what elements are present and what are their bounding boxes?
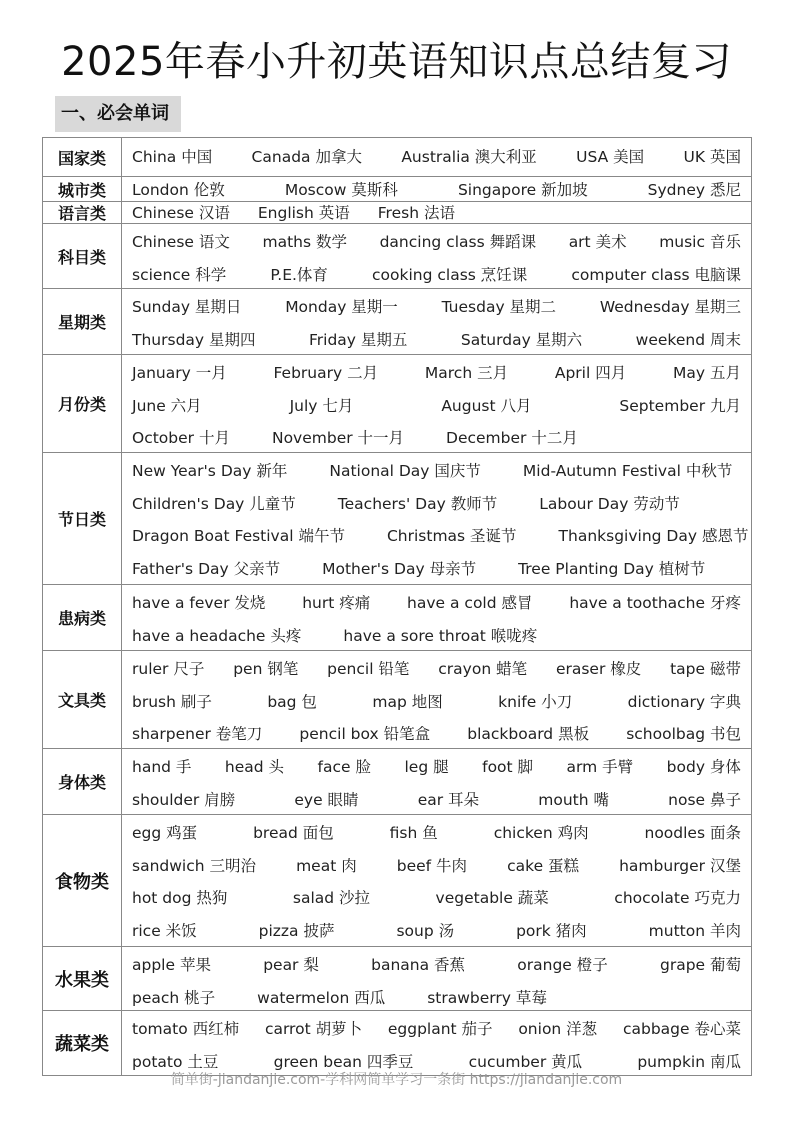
vocab-item: Fresh 法语 <box>377 204 455 222</box>
vocab-line <box>132 324 751 355</box>
vocab-line <box>132 390 751 423</box>
vocab-line <box>132 982 751 1011</box>
vocab-line <box>132 915 751 947</box>
vocabulary-table <box>42 137 752 1076</box>
category-label: 城市类 <box>43 177 122 201</box>
vocab-line <box>132 357 751 390</box>
vocab-item: Teachers' Day 教师节 <box>337 494 498 513</box>
vocab-item: December 十二月 <box>446 429 578 447</box>
vocab-item: computer class 电脑课 <box>571 265 741 284</box>
vocab-line <box>132 686 751 719</box>
vocab-item: face 脸 <box>317 758 371 776</box>
vocab-item: music 音乐 <box>659 233 741 251</box>
vocab-item: Christmas 圣诞节 <box>386 527 517 545</box>
vocab-item: science 科学 <box>132 265 227 284</box>
vocab-line <box>132 817 751 850</box>
vocab-item: Labour Day 劳动节 <box>539 494 680 513</box>
vocab-cell <box>122 1011 751 1075</box>
vocab-item: Moscow 莫斯科 <box>284 181 398 199</box>
vocab-item: English 英语 <box>257 204 350 222</box>
vocab-item: January 一月 <box>132 364 227 382</box>
vocab-line <box>132 718 751 748</box>
vocab-item: National Day 国庆节 <box>329 462 481 480</box>
vocab-item: London 伦敦 <box>132 181 225 199</box>
vocab-cell <box>122 749 751 814</box>
vocab-item: tomato 西红柿 <box>132 1020 240 1038</box>
vocab-item: cake 蛋糕 <box>507 856 580 875</box>
vocab-item: USA 美国 <box>576 148 645 166</box>
vocab-item: knife 小刀 <box>498 692 573 711</box>
vocab-item: pen 钢笔 <box>233 660 299 678</box>
vocab-line <box>132 455 751 488</box>
vocab-item: Mid-Autumn Festival 中秋节 <box>522 462 733 480</box>
vocab-item: China 中国 <box>132 148 213 166</box>
vocab-item: Tree Planting Day 植树节 <box>518 559 706 578</box>
vocab-item: chicken 鸡肉 <box>493 824 589 842</box>
vocab-item: have a headache 头疼 <box>132 626 302 645</box>
vocab-item: foot 脚 <box>482 758 534 776</box>
vocab-item: August 八月 <box>441 396 532 415</box>
vocab-cell <box>122 651 751 748</box>
vocab-item: carrot 胡萝卜 <box>264 1020 363 1038</box>
vocab-item: orange 橙子 <box>517 956 608 974</box>
vocab-line <box>132 882 751 915</box>
vocab-item: February 二月 <box>273 364 379 382</box>
table-row <box>43 748 751 814</box>
vocab-item: Tuesday 星期二 <box>441 298 557 316</box>
category-label: 星期类 <box>43 289 122 354</box>
vocab-item: have a cold 感冒 <box>407 594 533 612</box>
table-row <box>43 354 751 452</box>
vocab-item: May 五月 <box>673 364 741 382</box>
vocab-item: leg 腿 <box>404 758 449 776</box>
vocab-line <box>132 140 751 175</box>
vocab-item: October 十月 <box>132 429 230 447</box>
category-label: 语言类 <box>43 202 122 223</box>
vocab-item: Saturday 星期六 <box>460 330 583 349</box>
vocab-item: dictionary 字典 <box>627 692 741 711</box>
vocab-item: Sydney 悉尼 <box>647 181 741 199</box>
vocab-item: June 六月 <box>132 396 202 415</box>
category-label: 患病类 <box>43 585 122 650</box>
vocab-line <box>132 949 751 982</box>
vocab-item: nose 鼻子 <box>668 790 741 809</box>
vocab-item: Dragon Boat Festival 端午节 <box>132 527 345 545</box>
vocab-line <box>132 179 751 201</box>
vocab-item: New Year's Day 新年 <box>132 462 288 480</box>
vocab-line <box>132 226 751 259</box>
vocab-item: brush 刷子 <box>132 692 212 711</box>
vocab-item: dancing class 舞蹈课 <box>379 233 537 251</box>
vocab-item: body 身体 <box>666 758 741 776</box>
vocab-item: egg 鸡蛋 <box>132 824 198 842</box>
vocab-item: watermelon 西瓜 <box>257 988 386 1007</box>
vocab-item: Chinese 语文 <box>132 233 230 251</box>
vocab-cell <box>122 815 751 946</box>
vocab-item: vegetable 蔬菜 <box>435 889 549 907</box>
table-row <box>43 1010 751 1075</box>
category-label: 文具类 <box>43 651 122 748</box>
vocab-item: have a sore throat 喉咙疼 <box>343 626 538 645</box>
vocab-line <box>132 553 751 585</box>
vocab-item: pizza 披萨 <box>258 921 335 940</box>
vocab-item: noodles 面条 <box>644 824 741 842</box>
vocab-cell <box>122 224 751 288</box>
vocab-line <box>132 259 751 289</box>
table-row <box>43 176 751 201</box>
watermark-footer: 简单街-jiandanjie.com-学科网简单学习一条街 https://jiandanjie.com <box>170 1072 623 1088</box>
vocab-line <box>132 850 751 883</box>
category-label: 月份类 <box>43 355 122 452</box>
vocab-item: eye 眼睛 <box>294 790 359 809</box>
vocab-item: maths 数学 <box>262 233 347 251</box>
vocab-item: eggplant 茄子 <box>387 1020 493 1038</box>
vocab-item: hot dog 热狗 <box>132 889 228 907</box>
vocab-item: pencil 铅笔 <box>327 660 410 678</box>
table-row <box>43 814 751 946</box>
vocab-item: apple 苹果 <box>132 956 211 974</box>
vocab-item: April 四月 <box>554 364 627 382</box>
vocab-item: pencil box 铅笔盒 <box>299 725 431 743</box>
vocab-line <box>132 653 751 686</box>
vocab-item: pumpkin 南瓜 <box>637 1052 741 1071</box>
vocab-item: mouth 嘴 <box>538 790 609 809</box>
vocab-line <box>132 751 751 784</box>
vocab-line <box>132 587 751 620</box>
table-row <box>43 452 751 584</box>
vocab-item: pear 梨 <box>263 956 319 974</box>
vocab-item: Children's Day 儿童节 <box>132 494 296 513</box>
category-label: 国家类 <box>43 138 122 176</box>
vocab-item: mutton 羊肉 <box>648 921 741 940</box>
table-row <box>43 650 751 748</box>
vocab-cell <box>122 355 751 452</box>
vocab-item: ruler 尺子 <box>132 660 205 678</box>
page-title: 2025年春小升初英语知识点总结复习 <box>61 39 732 85</box>
vocab-item: Singapore 新加坡 <box>457 181 588 199</box>
vocab-line <box>132 488 751 521</box>
vocab-item: Monday 星期一 <box>285 298 398 316</box>
table-row <box>43 201 751 223</box>
vocab-item: potato 土豆 <box>132 1052 219 1071</box>
vocab-item: blackboard 黑板 <box>467 725 590 743</box>
vocab-item: sharpener 卷笔刀 <box>132 725 263 743</box>
vocab-item: Australia 澳大利亚 <box>401 148 537 166</box>
vocab-item: March 三月 <box>424 364 509 382</box>
vocab-item: P.E.体育 <box>270 265 328 284</box>
vocab-line <box>132 422 751 452</box>
vocab-item: weekend 周末 <box>635 330 741 349</box>
vocab-item: meat 肉 <box>296 856 357 875</box>
vocab-line <box>132 620 751 651</box>
vocab-cell <box>122 585 751 650</box>
vocab-item: rice 米饭 <box>132 921 197 940</box>
vocab-line <box>132 1013 751 1046</box>
vocab-item: grape 葡萄 <box>659 956 741 974</box>
category-label: 水果类 <box>43 947 122 1010</box>
vocab-item: arm 手臂 <box>566 758 634 776</box>
vocab-item: pork 猪肉 <box>516 921 587 940</box>
vocab-item: crayon 蜡笔 <box>438 660 528 678</box>
vocab-item: chocolate 巧克力 <box>614 889 741 907</box>
vocab-item: map 地图 <box>372 692 443 711</box>
category-label: 身体类 <box>43 749 122 814</box>
vocab-item: strawberry 草莓 <box>427 988 547 1007</box>
vocab-item: ear 耳朵 <box>417 790 480 809</box>
vocab-item: hand 手 <box>132 758 192 776</box>
vocab-item: hamburger 汉堡 <box>619 856 741 875</box>
vocab-item: banana 香蕉 <box>371 956 466 974</box>
vocab-cell <box>122 289 751 354</box>
vocab-item: fish 鱼 <box>389 824 438 842</box>
vocab-item: July 七月 <box>289 396 354 415</box>
vocab-line <box>132 291 751 324</box>
vocab-item: bag 包 <box>267 692 317 711</box>
vocab-item: November 十一月 <box>271 429 405 447</box>
vocab-item: cucumber 黄瓜 <box>468 1052 583 1071</box>
vocab-item: cabbage 卷心菜 <box>622 1020 741 1038</box>
vocab-item: salad 沙拉 <box>292 889 371 907</box>
vocab-item: Canada 加拿大 <box>251 148 362 166</box>
vocab-item: Chinese 汉语 <box>132 204 230 222</box>
vocab-item: soup 汤 <box>396 921 455 940</box>
vocab-item: cooking class 烹饪课 <box>372 265 528 284</box>
vocab-cell <box>122 947 751 1010</box>
vocab-item: have a fever 发烧 <box>132 594 266 612</box>
vocab-item: tape 磁带 <box>670 660 741 678</box>
vocab-item: Mother's Day 母亲节 <box>322 559 477 578</box>
vocab-line <box>132 784 751 815</box>
vocab-item: hurt 疼痛 <box>302 594 371 612</box>
vocab-item: head 头 <box>224 758 285 776</box>
vocab-item: have a toothache 牙疼 <box>569 594 741 612</box>
vocab-cell <box>122 202 751 223</box>
table-row <box>43 288 751 354</box>
vocab-item: art 美术 <box>568 233 627 251</box>
vocab-item: peach 桃子 <box>132 988 216 1007</box>
vocab-cell <box>122 177 751 201</box>
vocab-item: onion 洋葱 <box>518 1020 598 1038</box>
table-row <box>43 138 751 176</box>
vocab-item: Friday 星期五 <box>309 330 408 349</box>
vocab-item: Sunday 星期日 <box>132 298 242 316</box>
vocab-item: beef 牛肉 <box>396 856 468 875</box>
category-label: 蔬菜类 <box>43 1011 122 1075</box>
vocab-cell <box>122 138 751 176</box>
vocab-item: eraser 橡皮 <box>555 660 642 678</box>
vocab-line <box>132 204 751 223</box>
vocab-item: UK 英国 <box>683 148 741 166</box>
vocab-line <box>132 520 751 553</box>
vocab-item: Wednesday 星期三 <box>599 298 741 316</box>
vocab-item: schoolbag 书包 <box>626 725 741 743</box>
vocab-item: green bean 四季豆 <box>273 1052 414 1071</box>
table-row <box>43 223 751 288</box>
section-heading: 一、必会单词 <box>55 96 181 132</box>
vocab-item: sandwich 三明治 <box>132 856 256 875</box>
vocab-cell <box>122 453 751 584</box>
vocab-item: bread 面包 <box>253 824 334 842</box>
vocab-item: September 九月 <box>619 396 741 415</box>
table-row <box>43 946 751 1010</box>
vocab-item: Thanksgiving Day 感恩节 <box>558 527 749 545</box>
category-label: 科目类 <box>43 224 122 288</box>
table-row <box>43 584 751 650</box>
vocab-item: shoulder 肩膀 <box>132 790 236 809</box>
vocab-item: Father's Day 父亲节 <box>132 559 281 578</box>
category-label: 食物类 <box>43 815 122 946</box>
category-label: 节日类 <box>43 453 122 584</box>
vocab-item: Thursday 星期四 <box>132 330 256 349</box>
